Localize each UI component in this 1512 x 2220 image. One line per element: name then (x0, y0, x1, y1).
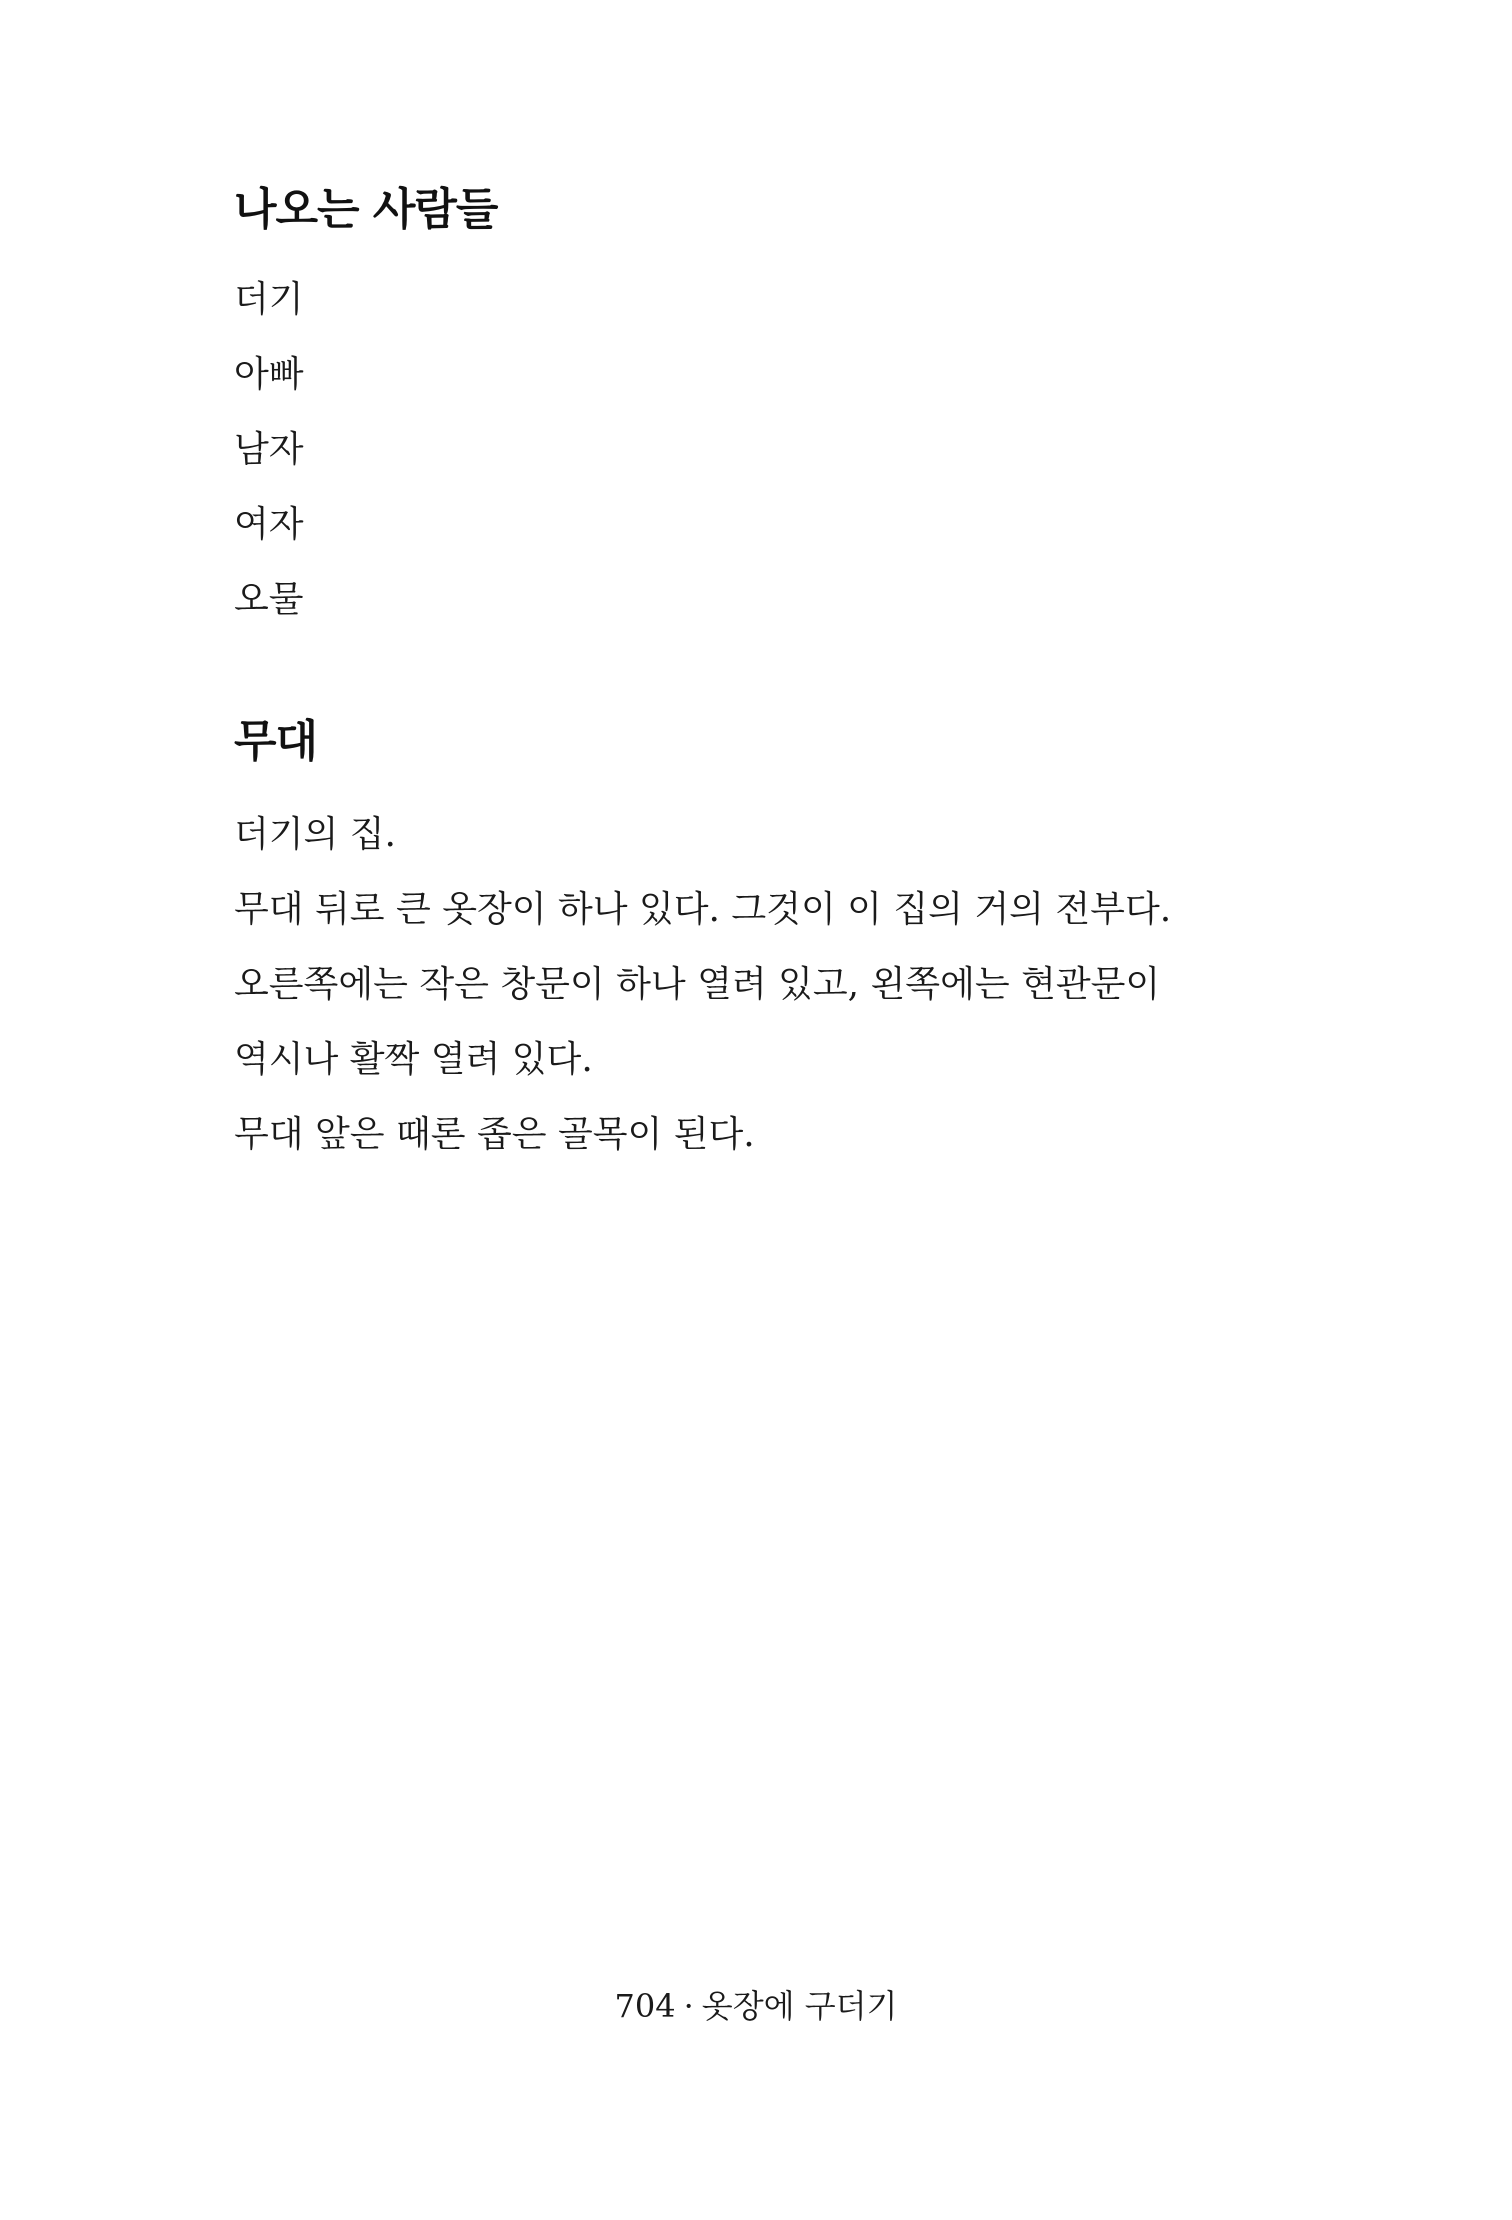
stage-line: 역시나 활짝 열려 있다. (234, 1039, 593, 1080)
cast-item: 오물 (234, 579, 304, 620)
stage-heading: 무대 (234, 716, 318, 767)
stage-description (234, 797, 1294, 1172)
page-footer (0, 1984, 1512, 2028)
cast-item: 여자 (234, 504, 304, 545)
cast-item: 아빠 (234, 354, 304, 395)
cast-list (234, 262, 304, 637)
footer-separator: · (683, 1987, 694, 2025)
stage-line: 오른쪽에는 작은 창문이 하나 열려 있고, 왼쪽에는 현관문이 (234, 964, 1161, 1005)
page-number: 704 (614, 1987, 676, 2025)
cast-heading: 나오는 사람들 (234, 184, 498, 235)
cast-item: 남자 (234, 429, 304, 470)
stage-line: 더기의 집. (234, 814, 396, 855)
cast-item: 더기 (234, 279, 304, 320)
stage-line: 무대 뒤로 큰 옷장이 하나 있다. 그것이 이 집의 거의 전부다. (234, 889, 1172, 930)
stage-line: 무대 앞은 때론 좁은 골목이 된다. (234, 1114, 755, 1155)
book-title: 옷장에 구더기 (701, 1987, 898, 2025)
